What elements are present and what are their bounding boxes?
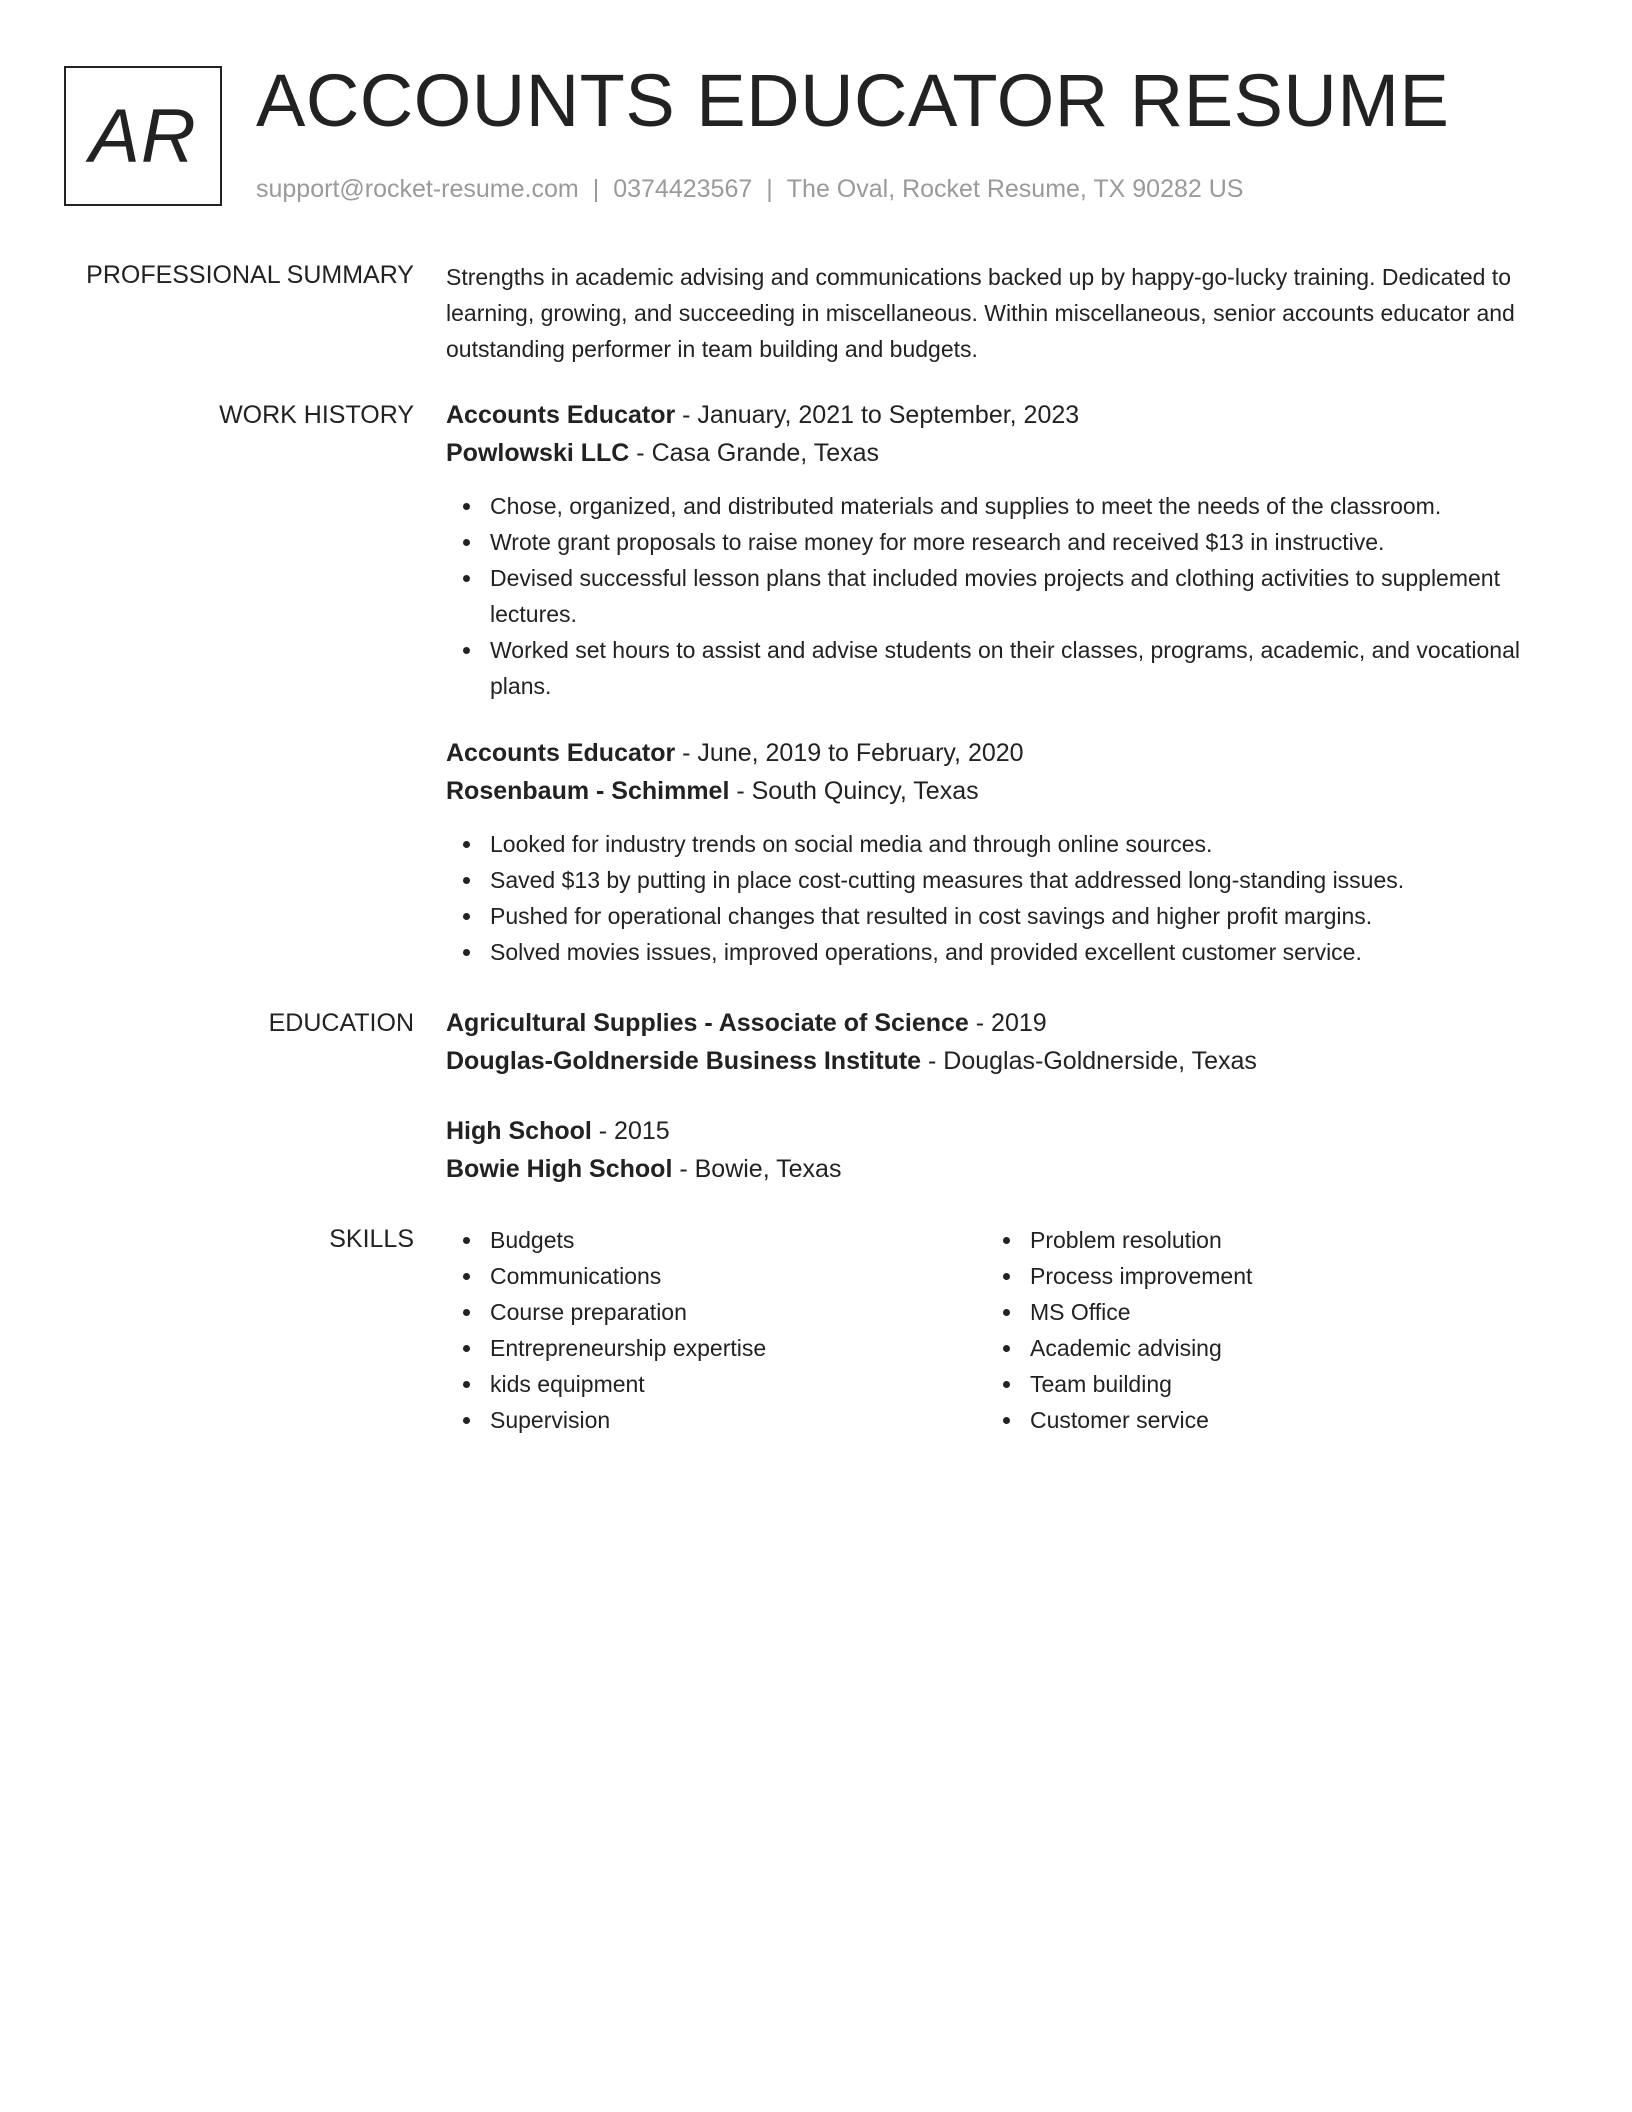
contact-phone[interactable]: 0374423567 bbox=[613, 175, 753, 203]
job-company: Rosenbaum - Schimmel bbox=[446, 777, 730, 805]
skills-list-right bbox=[986, 1222, 1526, 1438]
monogram-badge: AR bbox=[64, 66, 222, 206]
list-item: Worked set hours to assist and advise students on their classes, programs, academic, and vocational plans. bbox=[490, 632, 1526, 704]
school-name: Douglas-Goldnerside Business Institute bbox=[446, 1047, 922, 1075]
education-entry bbox=[446, 1112, 1526, 1188]
contact-separator: | bbox=[766, 175, 773, 203]
summary-body bbox=[446, 259, 1526, 367]
resume-title: ACCOUNTS EDUCATOR RESUME bbox=[256, 59, 1450, 142]
skill-item: Supervision bbox=[490, 1402, 986, 1438]
job-bullets bbox=[446, 488, 1526, 704]
job-dates: - June, 2019 to February, 2020 bbox=[675, 739, 1024, 767]
job-title-line bbox=[446, 396, 1526, 434]
degree-name: Agricultural Supplies - Associate of Science bbox=[446, 1009, 969, 1037]
list-item: Wrote grant proposals to raise money for more research and received $13 in instructive. bbox=[490, 524, 1526, 560]
job-dates: - January, 2021 to September, 2023 bbox=[675, 401, 1080, 429]
skills-list-left bbox=[446, 1222, 986, 1438]
contact-address: The Oval, Rocket Resume, TX 90282 US bbox=[786, 175, 1244, 203]
skills-body bbox=[446, 1222, 1526, 1438]
job-bullets bbox=[446, 826, 1526, 970]
work-history-body bbox=[446, 396, 1526, 970]
list-item: Solved movies issues, improved operations, and provided excellent customer service. bbox=[490, 934, 1526, 970]
school-location: - Bowie, Texas bbox=[672, 1155, 842, 1183]
skill-item: Team building bbox=[1030, 1366, 1526, 1402]
skills-columns bbox=[446, 1222, 1526, 1438]
job-location: - South Quincy, Texas bbox=[729, 777, 979, 805]
skill-item: Course preparation bbox=[490, 1294, 986, 1330]
list-item: Chose, organized, and distributed materials and supplies to meet the needs of the classroom. bbox=[490, 488, 1526, 524]
job-entry bbox=[446, 734, 1526, 970]
list-item: Saved $13 by putting in place cost-cutting measures that addressed long-standing issues. bbox=[490, 862, 1526, 898]
job-entry bbox=[446, 396, 1526, 704]
list-item: Pushed for operational changes that resulted in cost savings and higher profit margins. bbox=[490, 898, 1526, 934]
skill-item: Problem resolution bbox=[1030, 1222, 1526, 1258]
job-company-line bbox=[446, 772, 1526, 810]
skill-item: Process improvement bbox=[1030, 1258, 1526, 1294]
job-title: Accounts Educator bbox=[446, 739, 676, 767]
section-label-summary: PROFESSIONAL SUMMARY bbox=[86, 261, 414, 289]
skill-item: Budgets bbox=[490, 1222, 986, 1258]
summary-text: Strengths in academic advising and communications backed up by happy-go-lucky training. Dedicated to learning, growing, and succeeding in miscellaneous. Within miscellaneous, senior accounts educator and outstanding performer in team building and budgets. bbox=[446, 264, 1515, 362]
education-body bbox=[446, 1004, 1526, 1188]
list-item: Looked for industry trends on social media and through online sources. bbox=[490, 826, 1526, 862]
education-entry bbox=[446, 1004, 1526, 1080]
job-company-line bbox=[446, 434, 1526, 472]
skill-item: Communications bbox=[490, 1258, 986, 1294]
list-item: Devised successful lesson plans that included movies projects and clothing activities to supplement lectures. bbox=[490, 560, 1526, 632]
job-company: Powlowski LLC bbox=[446, 439, 630, 467]
contact-email[interactable]: support@rocket-resume.com bbox=[256, 175, 579, 203]
degree-year: - 2019 bbox=[968, 1009, 1047, 1037]
skill-item: kids equipment bbox=[490, 1366, 986, 1402]
section-label-work-history: WORK HISTORY bbox=[219, 401, 414, 429]
school-location: - Douglas-Goldnerside, Texas bbox=[921, 1047, 1257, 1075]
section-label-education: EDUCATION bbox=[268, 1009, 414, 1037]
job-title-line bbox=[446, 734, 1526, 772]
degree-year: - 2015 bbox=[591, 1117, 670, 1145]
contact-separator: | bbox=[592, 175, 600, 203]
skill-item: Customer service bbox=[1030, 1402, 1526, 1438]
section-label-skills: SKILLS bbox=[329, 1225, 414, 1253]
degree-line bbox=[446, 1004, 1526, 1042]
degree-line bbox=[446, 1112, 1526, 1150]
skill-item: MS Office bbox=[1030, 1294, 1526, 1330]
skill-item: Academic advising bbox=[1030, 1330, 1526, 1366]
degree-name: High School bbox=[446, 1117, 592, 1145]
school-name: Bowie High School bbox=[446, 1155, 673, 1183]
contact-line bbox=[256, 172, 1243, 206]
job-location: - Casa Grande, Texas bbox=[629, 439, 880, 467]
job-title: Accounts Educator bbox=[446, 401, 676, 429]
school-line bbox=[446, 1150, 1526, 1188]
skill-item: Entrepreneurship expertise bbox=[490, 1330, 986, 1366]
school-line bbox=[446, 1042, 1526, 1080]
